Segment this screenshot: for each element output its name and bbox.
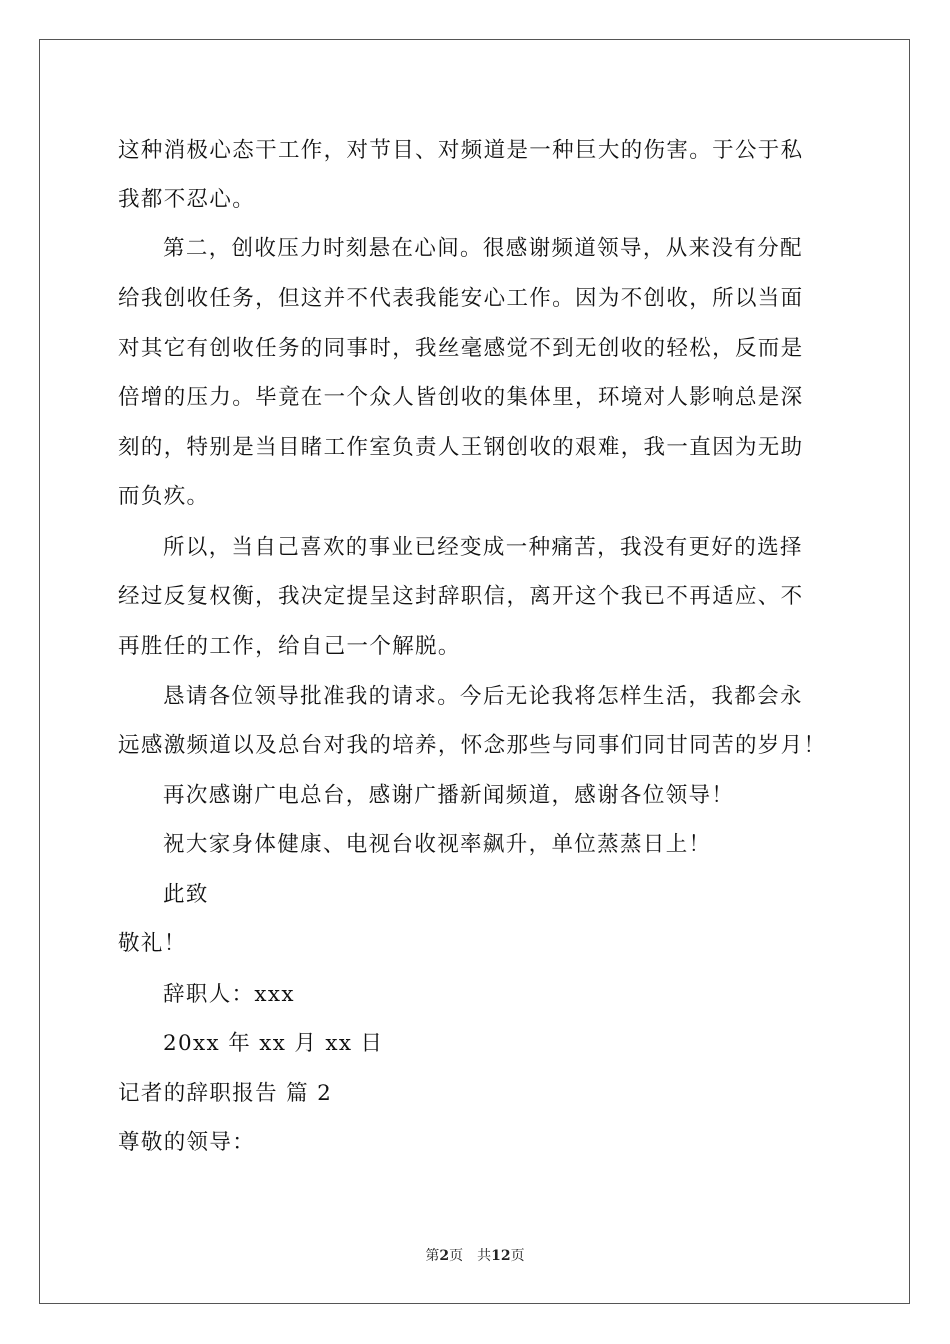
paragraph-start: 第二，创收压力时刻悬在心间。很感谢频道领导，从来没有分配 [163,236,803,261]
page-footer [0,1247,950,1265]
text-line: 经过反复权衡，我决定提呈这封辞职信，离开这个我已不再适应、不 [118,584,804,609]
text-line: 这种消极心态干工作，对节目、对频道是一种巨大的伤害。于公于私 [118,138,804,163]
signature-line: 辞职人：xxx [163,982,295,1007]
text-line: 对其它有创收任务的同事时，我丝毫感觉不到无创收的轻松，反而是 [118,336,804,361]
text-line: 给我创收任务，但这并不代表我能安心工作。因为不创收，所以当面 [118,286,804,311]
text-line: 而负疚。 [118,484,210,509]
footer-page-suffix: 页 [449,1248,464,1264]
footer-total-suffix: 页 [510,1248,525,1264]
closing-salutation: 此致 [163,882,209,907]
text-line: 倍增的压力。毕竟在一个众人皆创收的集体里，环境对人影响总是深 [118,385,804,410]
page-border [39,39,910,1304]
paragraph-start: 再次感谢广电总台，感谢广播新闻频道，感谢各位领导！ [163,783,735,808]
paragraph-start: 祝大家身体健康、电视台收视率飙升，单位蒸蒸日上！ [163,832,712,857]
footer-page-prefix: 第 [425,1248,440,1264]
paragraph-start: 恳请各位领导批准我的请求。今后无论我将怎样生活，我都会永 [163,684,803,709]
section-title: 记者的辞职报告 篇 2 [118,1081,333,1106]
text-line: 刻的，特别是当目睹工作室负责人王钢创收的艰难，我一直因为无助 [118,435,804,460]
date-line: 20xx 年 xx 月 xx 日 [163,1031,384,1056]
paragraph-start: 所以，当自己喜欢的事业已经变成一种痛苦，我没有更好的选择 [163,535,803,560]
text-line: 再胜任的工作，给自己一个解脱。 [118,634,461,659]
text-line: 远感激频道以及总台对我的培养，怀念那些与同事们同甘同苦的岁月！ [118,733,827,758]
greeting-line: 尊敬的领导： [118,1130,256,1155]
footer-page-current: 2 [439,1248,450,1264]
footer-page-total: 12 [491,1248,511,1264]
closing-respect: 敬礼！ [118,931,187,956]
text-line: 我都不忍心。 [118,187,256,212]
footer-total-prefix: 共 [477,1248,492,1264]
